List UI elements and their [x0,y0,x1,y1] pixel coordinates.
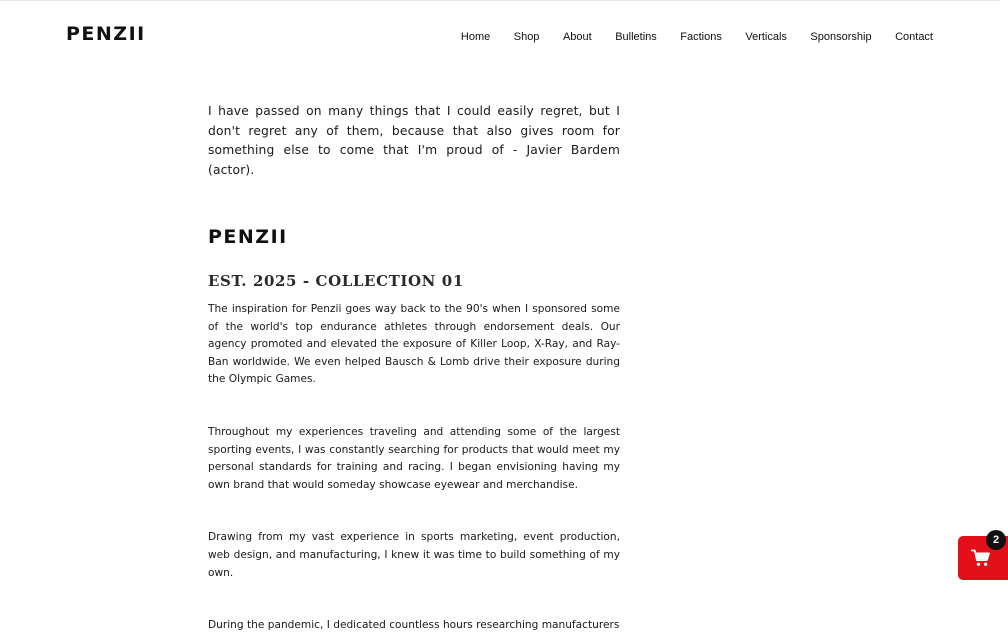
paragraph-pandemic: During the pandemic, I dedicated countless hours researching manufacturers [208,619,620,632]
paragraph-inspiration: The inspiration for Penzii goes way back to the 90's when I sponsored some of the world's top endurance athletes through endorsement deals. Our agency promoted and elevated the exposure of Killer Loop, X-Ray, and Ray-Ban worldwide. We even helped Bausch & Lomb drive their exposure during the Olympic Games. [208,303,620,386]
paragraph-experience: Drawing from my vast experience in sports marketing, event production, web design, and manufacturing, I knew it was time to build something of my own. [208,531,620,579]
main-content [208,102,620,635]
paragraph-experiences: Throughout my experiences traveling and attending some of the largest sporting events, I was constantly searching for products that would meet my personal standards for training and racing. I began envisioning having my own brand that would someday showcase eyewear and merchandise. [208,425,620,491]
nav-contact[interactable]: Contact [895,31,933,43]
nav-verticals[interactable]: Verticals [745,31,787,43]
site-header [0,1,1000,71]
nav-about[interactable]: About [562,31,592,43]
site-logo[interactable]: PENZII [66,23,146,45]
cart-count-badge: 2 [986,530,1006,550]
quote-text: I have passed on many things that I could easily regret, but I don't regret any of them, because that also gives room for something else to come that I'm proud of - Javier Bardem (actor). [208,104,620,177]
collection-title: EST. 2025 - COLLECTION 01 [208,272,464,290]
brand-logo: PENZII [208,226,288,248]
nav-home[interactable]: Home [460,31,491,43]
nav-factions[interactable]: Factions [680,31,722,43]
nav-sponsorship[interactable]: Sponsorship [810,31,872,43]
nav-bulletins[interactable]: Bulletins [615,31,657,43]
nav-shop[interactable]: Shop [513,31,540,43]
main-nav [437,29,933,45]
shopping-cart-icon [971,548,991,568]
